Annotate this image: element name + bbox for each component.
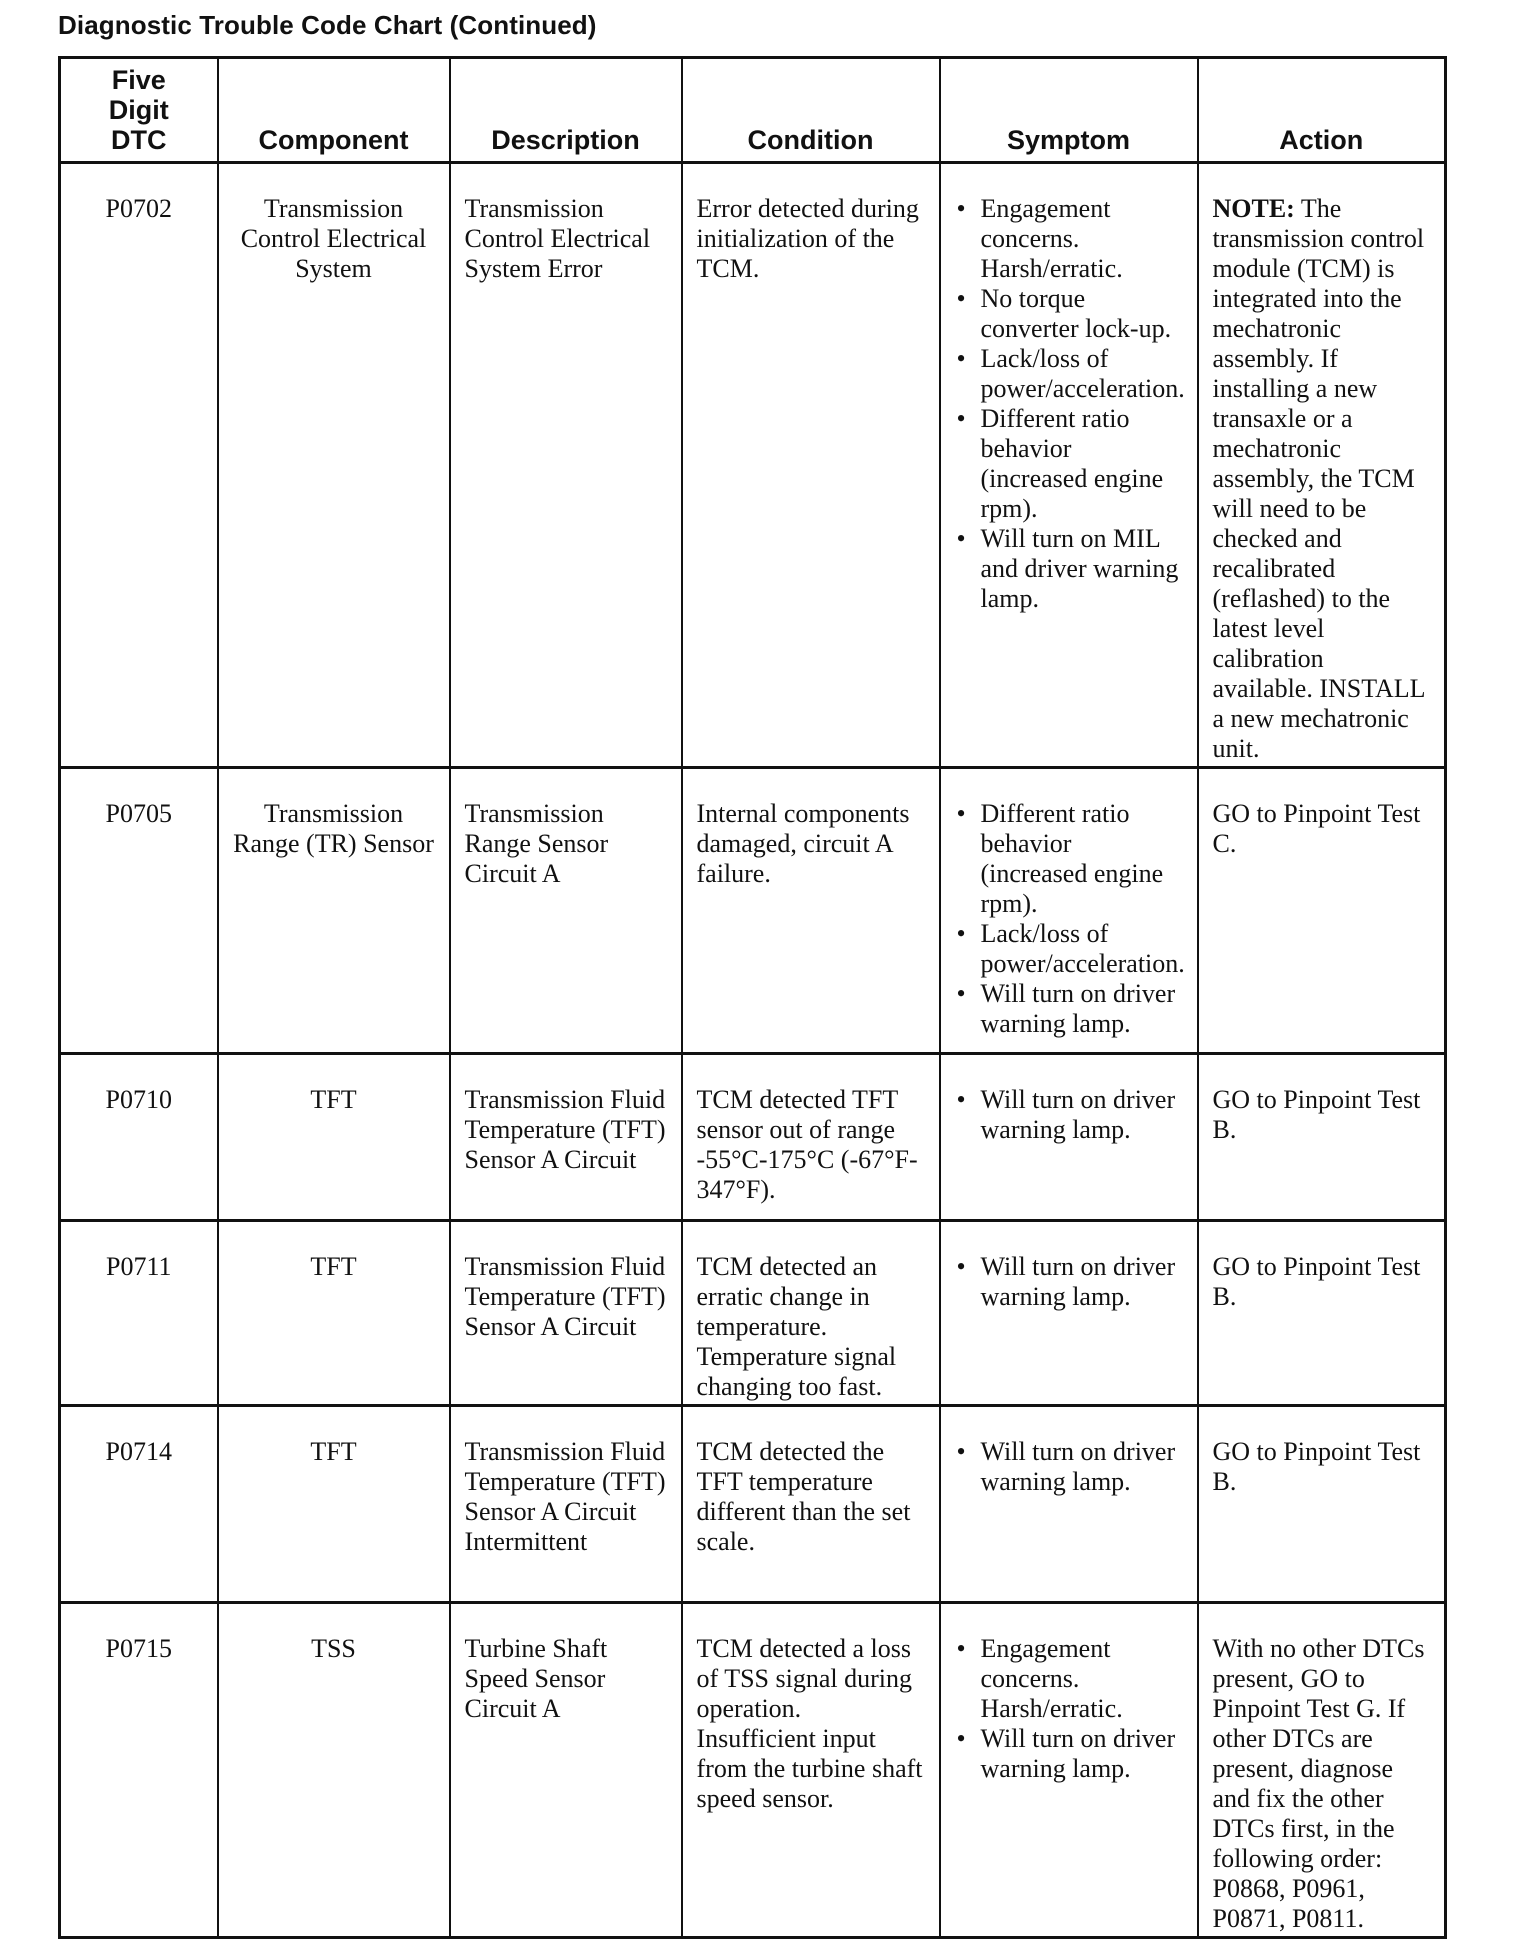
description-cell: Transmission Fluid Temperature (TFT) Sensor A Circuit Intermittent bbox=[450, 1406, 682, 1603]
symptom-text: Lack/loss of power/acceleration. bbox=[980, 344, 1185, 403]
column-header-condition: Condition bbox=[682, 58, 940, 163]
symptom-text: Lack/loss of power/acceleration. bbox=[980, 919, 1185, 978]
symptom-item bbox=[955, 194, 1183, 284]
symptom-text: Will turn on driver warning lamp. bbox=[980, 979, 1176, 1038]
column-header-action: Action bbox=[1198, 58, 1446, 163]
symptom-cell bbox=[940, 768, 1198, 1054]
symptom-list bbox=[955, 1252, 1183, 1312]
bullet-icon: • bbox=[956, 1437, 966, 1466]
component-cell: Transmission Control Electrical System bbox=[218, 163, 450, 768]
description-cell: Transmission Fluid Temperature (TFT) Sensor A Circuit bbox=[450, 1054, 682, 1221]
symptom-item bbox=[955, 404, 1183, 524]
bullet-icon: • bbox=[956, 1252, 966, 1281]
symptom-item bbox=[955, 799, 1183, 919]
dtc-table bbox=[58, 56, 1447, 1939]
symptom-list bbox=[955, 1634, 1183, 1784]
symptom-text: Engagement concerns. Harsh/erratic. bbox=[980, 1634, 1123, 1723]
symptom-cell bbox=[940, 1221, 1198, 1406]
dtc-code: P0710 bbox=[60, 1054, 218, 1221]
component-cell: Transmission Range (TR) Sensor bbox=[218, 768, 450, 1054]
symptom-item bbox=[955, 1437, 1183, 1497]
action-cell: With no other DTCs present, GO to Pinpoint Test G. If other DTCs are present, diagnose and fix the other DTCs first, in the following order: P0868, P0961, P0871, P0811. bbox=[1198, 1603, 1446, 1938]
condition-cell: Internal components damaged, circuit A failure. bbox=[682, 768, 940, 1054]
symptom-item bbox=[955, 1634, 1183, 1724]
dtc-code: P0702 bbox=[60, 163, 218, 768]
symptom-text: Different ratio behavior (increased engine rpm). bbox=[980, 799, 1164, 918]
symptom-item bbox=[955, 1724, 1183, 1784]
symptom-text: Engagement concerns. Harsh/erratic. bbox=[980, 194, 1123, 283]
description-cell: Turbine Shaft Speed Sensor Circuit A bbox=[450, 1603, 682, 1938]
action-cell: GO to Pinpoint Test B. bbox=[1198, 1406, 1446, 1603]
table-row bbox=[60, 1406, 1446, 1603]
table-row bbox=[60, 1054, 1446, 1221]
dtc-code: P0715 bbox=[60, 1603, 218, 1938]
action-cell: GO to Pinpoint Test C. bbox=[1198, 768, 1446, 1054]
symptom-item bbox=[955, 1085, 1183, 1145]
table-row bbox=[60, 163, 1446, 768]
description-cell: Transmission Range Sensor Circuit A bbox=[450, 768, 682, 1054]
column-header-dtc: Five Digit DTC bbox=[60, 58, 218, 163]
component-cell: TFT bbox=[218, 1221, 450, 1406]
condition-cell: TCM detected an erratic change in temperature. Temperature signal changing too fast. bbox=[682, 1221, 940, 1406]
condition-cell: TCM detected a loss of TSS signal during operation. Insufficient input from the turbine shaft speed sensor. bbox=[682, 1603, 940, 1938]
action-cell: GO to Pinpoint Test B. bbox=[1198, 1221, 1446, 1406]
bullet-icon: • bbox=[956, 194, 966, 223]
symptom-item bbox=[955, 1252, 1183, 1312]
action-cell bbox=[1198, 163, 1446, 768]
column-header-component: Component bbox=[218, 58, 450, 163]
symptom-text: No torque converter lock-up. bbox=[980, 284, 1172, 343]
column-header-description: Description bbox=[450, 58, 682, 163]
dtc-code: P0714 bbox=[60, 1406, 218, 1603]
symptom-text: Will turn on driver warning lamp. bbox=[980, 1085, 1176, 1144]
symptom-list bbox=[955, 1085, 1183, 1145]
bullet-icon: • bbox=[956, 1724, 966, 1753]
component-cell: TSS bbox=[218, 1603, 450, 1938]
symptom-cell bbox=[940, 1603, 1198, 1938]
bullet-icon: • bbox=[956, 404, 966, 433]
column-header-symptom: Symptom bbox=[940, 58, 1198, 163]
description-cell: Transmission Fluid Temperature (TFT) Sensor A Circuit bbox=[450, 1221, 682, 1406]
symptom-text: Different ratio behavior (increased engine rpm). bbox=[980, 404, 1164, 523]
component-cell: TFT bbox=[218, 1054, 450, 1221]
dtc-code: P0711 bbox=[60, 1221, 218, 1406]
bullet-icon: • bbox=[956, 799, 966, 828]
bullet-icon: • bbox=[956, 284, 966, 313]
symptom-text: Will turn on driver warning lamp. bbox=[980, 1437, 1176, 1496]
symptom-text: Will turn on driver warning lamp. bbox=[980, 1252, 1176, 1311]
symptom-item bbox=[955, 979, 1183, 1039]
condition-cell: TCM detected TFT sensor out of range -55°C-175°C (-67°F-347°F). bbox=[682, 1054, 940, 1221]
symptom-list bbox=[955, 194, 1183, 614]
symptom-text: Will turn on driver warning lamp. bbox=[980, 1724, 1176, 1783]
bullet-icon: • bbox=[956, 1634, 966, 1663]
symptom-cell bbox=[940, 163, 1198, 768]
bullet-icon: • bbox=[956, 344, 966, 373]
action-cell: GO to Pinpoint Test B. bbox=[1198, 1054, 1446, 1221]
symptom-list bbox=[955, 1437, 1183, 1497]
symptom-item bbox=[955, 344, 1183, 404]
description-cell: Transmission Control Electrical System Error bbox=[450, 163, 682, 768]
condition-cell: Error detected during initialization of the TCM. bbox=[682, 163, 940, 768]
symptom-cell bbox=[940, 1406, 1198, 1603]
page-title: Diagnostic Trouble Code Chart (Continued) bbox=[58, 10, 597, 40]
condition-cell: TCM detected the TFT temperature different than the set scale. bbox=[682, 1406, 940, 1603]
bullet-icon: • bbox=[956, 524, 966, 553]
symptom-list bbox=[955, 799, 1183, 1039]
symptom-cell bbox=[940, 1054, 1198, 1221]
bullet-icon: • bbox=[956, 919, 966, 948]
table-row bbox=[60, 1221, 1446, 1406]
table-row bbox=[60, 1603, 1446, 1938]
symptom-item bbox=[955, 284, 1183, 344]
symptom-item bbox=[955, 524, 1183, 614]
note-label: NOTE: bbox=[1212, 194, 1295, 223]
action-text: The transmission control module (TCM) is integrated into the mechatronic assembly. If installing a new transaxle or a mechatronic assembly, the TCM will need to be checked and recalibrated (reflashed) to the latest level calibration available. INSTALL a new mechatronic unit. bbox=[1212, 194, 1425, 763]
dtc-code: P0705 bbox=[60, 768, 218, 1054]
table-header-row bbox=[60, 58, 1446, 163]
symptom-item bbox=[955, 919, 1183, 979]
symptom-text: Will turn on MIL and driver warning lamp. bbox=[980, 524, 1179, 613]
table-row bbox=[60, 768, 1446, 1054]
component-cell: TFT bbox=[218, 1406, 450, 1603]
bullet-icon: • bbox=[956, 979, 966, 1008]
bullet-icon: • bbox=[956, 1085, 966, 1114]
